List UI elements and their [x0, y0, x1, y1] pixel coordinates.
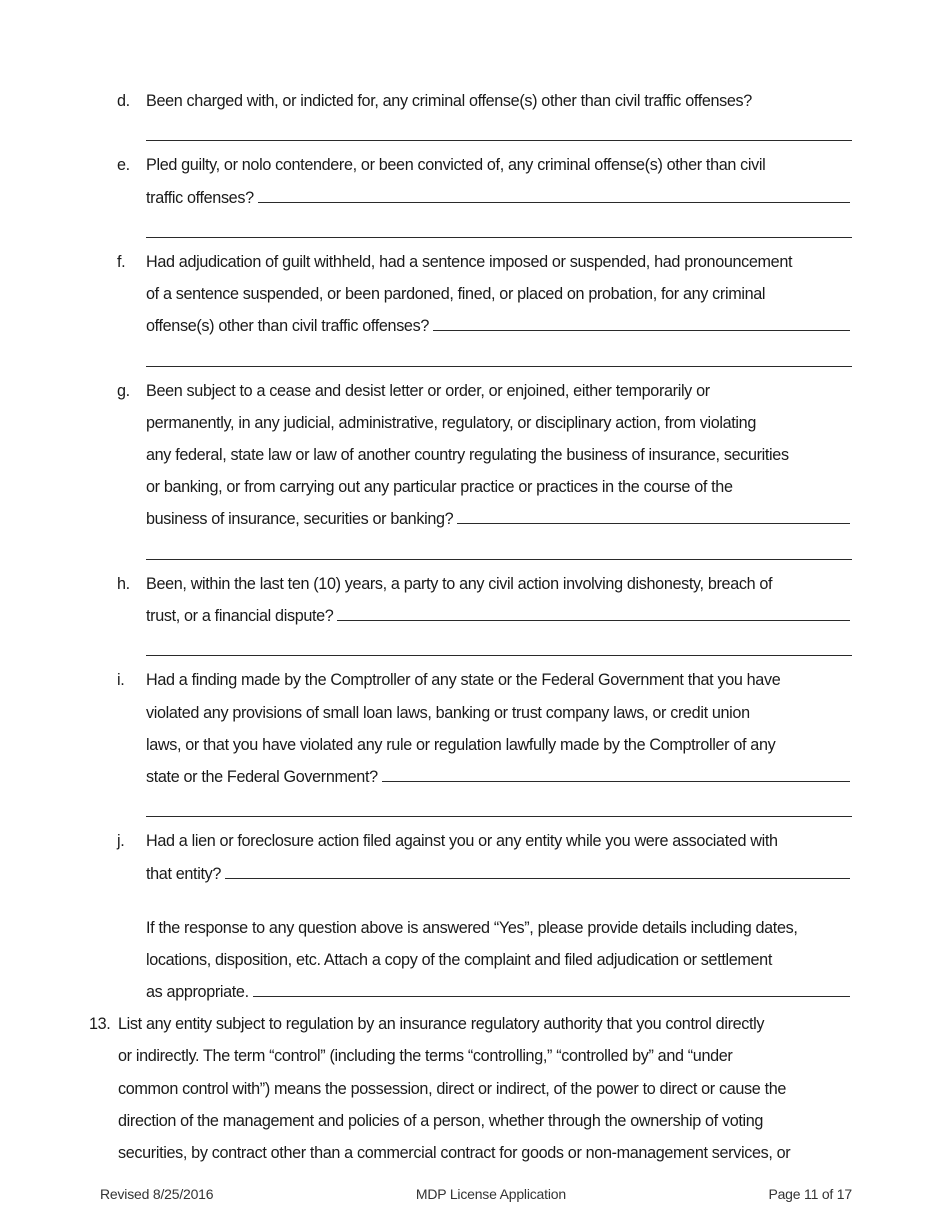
- question-text-line: [118, 1105, 858, 1137]
- question-text: any federal, state law or law of another country regulating the business of insurance, securities: [146, 446, 789, 465]
- question-item: [117, 246, 858, 375]
- answer-line[interactable]: [146, 632, 852, 664]
- answer-blank[interactable]: [457, 503, 850, 524]
- question-text: traffic offenses?: [146, 188, 254, 207]
- question-text: permanently, in any judicial, administrative, regulatory, or disciplinary action, from violating: [146, 413, 756, 432]
- question-text-line: [146, 246, 858, 278]
- question-text: Had adjudication of guilt withheld, had a sentence imposed or suspended, had pronouncement: [146, 252, 793, 271]
- question-13: [89, 1008, 858, 1169]
- answer-blank[interactable]: [382, 761, 850, 782]
- question-text-line: [146, 825, 858, 857]
- question-text-line: [146, 310, 858, 342]
- question-item: [117, 825, 858, 889]
- question-letter: j.: [117, 832, 125, 851]
- question-item: [117, 568, 858, 665]
- question-text-line: [118, 1137, 858, 1169]
- question-item: [117, 375, 858, 568]
- question-text-line: [146, 664, 858, 696]
- question-text-line: [146, 503, 858, 535]
- yes-response-instructions: [146, 912, 858, 1009]
- question-letter: e.: [117, 156, 130, 175]
- answer-blank[interactable]: [225, 858, 850, 879]
- question-letter: f.: [117, 252, 126, 271]
- footer-document-title: MDP License Application: [415, 1186, 566, 1202]
- question-text-line: [146, 149, 858, 181]
- question-text-line: [146, 407, 858, 439]
- answer-line[interactable]: [146, 214, 852, 246]
- question-text: Pled guilty, or nolo contendere, or been convicted of, any criminal offense(s) other than civil: [146, 156, 766, 175]
- answer-blank[interactable]: [433, 310, 850, 331]
- answer-line[interactable]: [146, 343, 852, 375]
- question-text: trust, or a financial dispute?: [146, 607, 334, 625]
- question-text: common control with”) means the possession, direct or indirect, of the power to direct or cause the: [118, 1079, 787, 1098]
- question-text-line: [146, 85, 858, 117]
- question-text-line: [118, 1073, 858, 1105]
- answer-blank[interactable]: [337, 600, 850, 621]
- question-text-line: [146, 568, 858, 600]
- question-item: [117, 664, 858, 825]
- instruction-text-line: [146, 976, 858, 1008]
- question-number: 13.: [89, 1015, 111, 1034]
- question-text-line: [118, 1008, 858, 1040]
- answer-line[interactable]: [146, 536, 852, 568]
- question-text: that entity?: [146, 864, 221, 883]
- question-letter: d.: [117, 92, 130, 110]
- question-text: Had a lien or foreclosure action filed against you or any entity while you were associated with: [146, 832, 778, 851]
- question-item: [117, 85, 858, 149]
- footer-revised-date: Revised 8/25/2016: [100, 1186, 214, 1202]
- question-text: violated any provisions of small loan laws, banking or trust company laws, or credit union: [146, 703, 750, 722]
- question-text: or indirectly. The term “control” (including the terms “controlling,” “controlled by” and “under: [118, 1047, 733, 1066]
- footer-page-number: Page 11 of 17: [768, 1186, 852, 1202]
- question-text-line: [146, 439, 858, 471]
- question-text: of a sentence suspended, or been pardoned, fined, or placed on probation, for any criminal: [146, 285, 766, 304]
- page-footer: [100, 1186, 852, 1208]
- question-text: laws, or that you have violated any rule or regulation lawfully made by the Comptroller of any: [146, 735, 776, 754]
- question-text-line: [146, 600, 858, 632]
- question-text-line: [146, 858, 858, 890]
- instruction-text: If the response to any question above is answered “Yes”, please provide details including dates,: [146, 918, 798, 937]
- question-text-line: [146, 471, 858, 503]
- answer-line[interactable]: [146, 117, 852, 149]
- answer-blank[interactable]: [258, 182, 850, 203]
- question-text-line: [146, 761, 858, 793]
- question-text: Been subject to a cease and desist letter or order, or enjoined, either temporarily or: [146, 381, 710, 400]
- instruction-text-line: [146, 912, 858, 944]
- question-text-line: [146, 729, 858, 761]
- question-text: business of insurance, securities or banking?: [146, 510, 454, 529]
- question-text: offense(s) other than civil traffic offenses?: [146, 317, 429, 336]
- question-letter: h.: [117, 574, 130, 593]
- question-text: Been, within the last ten (10) years, a party to any civil action involving dishonesty, breach of: [146, 574, 773, 593]
- instruction-text: as appropriate.: [146, 983, 249, 1002]
- question-text: Been charged with, or indicted for, any criminal offense(s) other than civil traffic offenses?: [146, 92, 752, 110]
- answer-blank[interactable]: [253, 976, 850, 997]
- question-item: [117, 149, 858, 246]
- question-text: securities, by contract other than a commercial contract for goods or non-management services, or: [118, 1144, 791, 1162]
- question-text-line: [118, 1040, 858, 1072]
- answer-line[interactable]: [146, 793, 852, 825]
- question-text: Had a finding made by the Comptroller of any state or the Federal Government that you have: [146, 671, 781, 690]
- question-letter: i.: [117, 671, 125, 690]
- question-text: state or the Federal Government?: [146, 767, 378, 786]
- question-text-line: [146, 182, 858, 214]
- question-text: or banking, or from carrying out any particular practice or practices in the course of the: [146, 478, 733, 497]
- instruction-text-line: [146, 944, 858, 976]
- question-text-line: [146, 697, 858, 729]
- question-letter: g.: [117, 381, 130, 400]
- question-text-line: [146, 278, 858, 310]
- instruction-text: locations, disposition, etc. Attach a copy of the complaint and filed adjudication or settlement: [146, 950, 772, 969]
- question-list: [0, 85, 950, 1169]
- question-text: List any entity subject to regulation by an insurance regulatory authority that you control directly: [118, 1015, 765, 1034]
- question-text-line: [146, 375, 858, 407]
- question-text: direction of the management and policies of a person, whether through the ownership of voting: [118, 1111, 764, 1130]
